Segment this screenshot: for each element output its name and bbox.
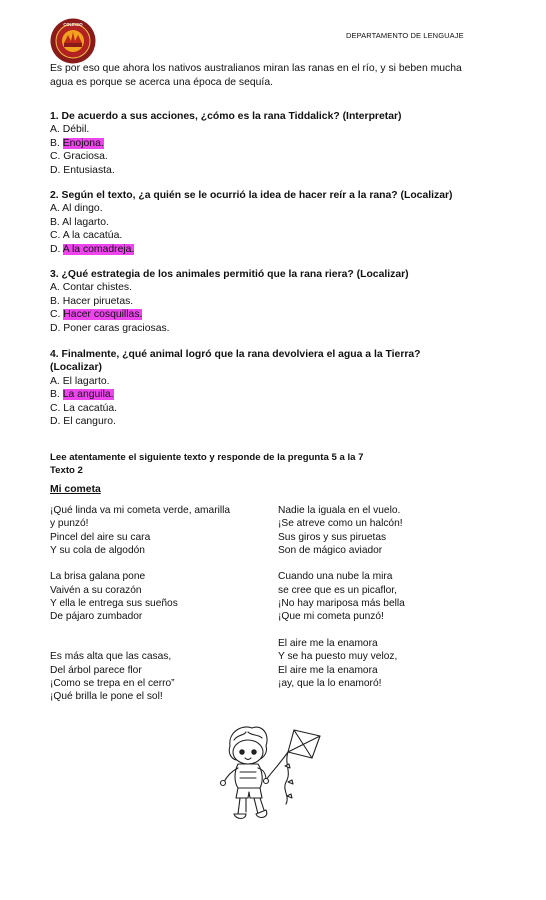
- answer-option-c[interactable]: C. A la cacatúa.: [50, 230, 123, 242]
- poem-line: Vaivén a su corazón: [50, 584, 142, 596]
- question-title: 3. ¿Qué estrategia de los animales permitió que la rana riera? (Localizar): [50, 269, 409, 280]
- answer-option-d[interactable]: D. A la comadreja.: [50, 243, 135, 255]
- answer-option-b[interactable]: B. Hacer piruetas.: [50, 295, 134, 307]
- question-title: 4. Finalmente, ¿qué animal logró que la rana devolviera el agua a la Tierra? (Localizar): [50, 349, 421, 374]
- poem-line: Y su cola de algodón: [50, 544, 145, 556]
- answer-option-b[interactable]: B. Enojona.: [50, 137, 104, 149]
- question-title: 1. De acuerdo a sus acciones, ¿cómo es la rana Tiddalick? (Interpretar): [50, 111, 402, 122]
- question-3: [50, 268, 490, 335]
- answer-option-b[interactable]: B. Al lagarto.: [50, 216, 109, 228]
- highlighted-answer: A la comadreja.: [62, 243, 135, 255]
- poem-line: El aire me la enamora: [278, 637, 378, 649]
- poem-stanza: [50, 504, 230, 557]
- school-crest-logo: [50, 18, 96, 64]
- poem-stanza: [50, 570, 230, 623]
- poem-line: Y ella le entrega sus sueños: [50, 598, 178, 610]
- poem-line: Y se ha puesto muy veloz,: [278, 651, 398, 663]
- question-4: [50, 348, 450, 428]
- poem-line: Es más alta que las casas,: [50, 651, 172, 663]
- poem-line: ¡No hay mariposa más bella: [278, 598, 405, 610]
- poem-line: De pájaro zumbador: [50, 611, 143, 623]
- answer-option-a[interactable]: A. El lagarto.: [50, 375, 110, 387]
- poem-stanza: [50, 650, 230, 703]
- poem-line: ¡Como se trepa en el cerro”: [50, 677, 175, 689]
- intro-paragraph: Es por eso que ahora los nativos australianos miran las ranas en el río, y si beben mucha agua es porque se acerca una época de sequía.: [50, 63, 462, 88]
- answer-option-d[interactable]: D. Poner caras graciosas.: [50, 322, 170, 334]
- answer-option-a[interactable]: A. Contar chistes.: [50, 282, 133, 294]
- question-title: 2. Según el texto, ¿a quién se le ocurrió la idea de hacer reír a la rana? (Localizar): [50, 190, 453, 201]
- poem-line: ¡ay, que la lo enamoró!: [278, 677, 382, 689]
- poem-column-left: [50, 504, 230, 703]
- answer-option-b[interactable]: B. La anguila.: [50, 389, 114, 401]
- poem-line: Del árbol parece flor: [50, 664, 142, 676]
- answer-option-d[interactable]: D. Entusiasta.: [50, 164, 115, 176]
- highlighted-answer: Hacer cosquillas.: [63, 309, 143, 321]
- department-header: DEPARTAMENTO DE LENGUAJE: [346, 31, 464, 40]
- answer-option-d[interactable]: D. El canguro.: [50, 416, 116, 428]
- highlighted-answer: Enojona.: [62, 137, 104, 149]
- poem-stanza: [278, 570, 405, 623]
- poem-line: ¡Qué brilla le pone el sol!: [50, 691, 163, 703]
- question-1: [50, 110, 490, 177]
- poem-stanza: [278, 504, 405, 557]
- poem-line: El aire me la enamora: [278, 664, 378, 676]
- poem-line: ¡Que mi cometa punzó!: [278, 611, 384, 623]
- poem-line: se cree que es un picaflor,: [278, 584, 397, 596]
- answer-option-a[interactable]: A. Al dingo.: [50, 203, 103, 215]
- poem-line: Sus giros y sus piruetas: [278, 531, 387, 543]
- kite-child-illustration: [208, 722, 326, 838]
- answer-option-c[interactable]: C. Hacer cosquillas.: [50, 309, 143, 321]
- text-label: Texto 2: [50, 464, 83, 476]
- poem-line: y punzó!: [50, 518, 89, 530]
- poem-line: ¡Se atreve como un halcón!: [278, 518, 403, 530]
- poem-line: Nadie la iguala en el vuelo.: [278, 505, 401, 516]
- svg-text:COLEGIO: COLEGIO: [63, 22, 83, 28]
- poem-stanza: [278, 637, 405, 690]
- poem-line: La brisa galana pone: [50, 571, 146, 583]
- highlighted-answer: La anguila.: [62, 389, 114, 401]
- poem-column-right: [278, 504, 405, 690]
- poem-line: Cuando una nube la mira: [278, 571, 393, 583]
- instructions-line: Lee atentamente el siguiente texto y responde de la pregunta 5 a la 7: [50, 452, 364, 463]
- poem-line: Son de mágico aviador: [278, 544, 383, 556]
- answer-option-c[interactable]: C. Graciosa.: [50, 151, 108, 163]
- section-instructions: [50, 452, 364, 477]
- question-2: [50, 189, 490, 256]
- answer-option-a[interactable]: A. Débil.: [50, 124, 90, 136]
- poem-title: Mi cometa: [50, 484, 101, 495]
- answer-option-c[interactable]: C. La cacatúa.: [50, 402, 118, 414]
- poem-line: Pincel del aire su cara: [50, 531, 151, 543]
- poem-line: ¡Qué linda va mi cometa verde, amarilla: [50, 505, 231, 516]
